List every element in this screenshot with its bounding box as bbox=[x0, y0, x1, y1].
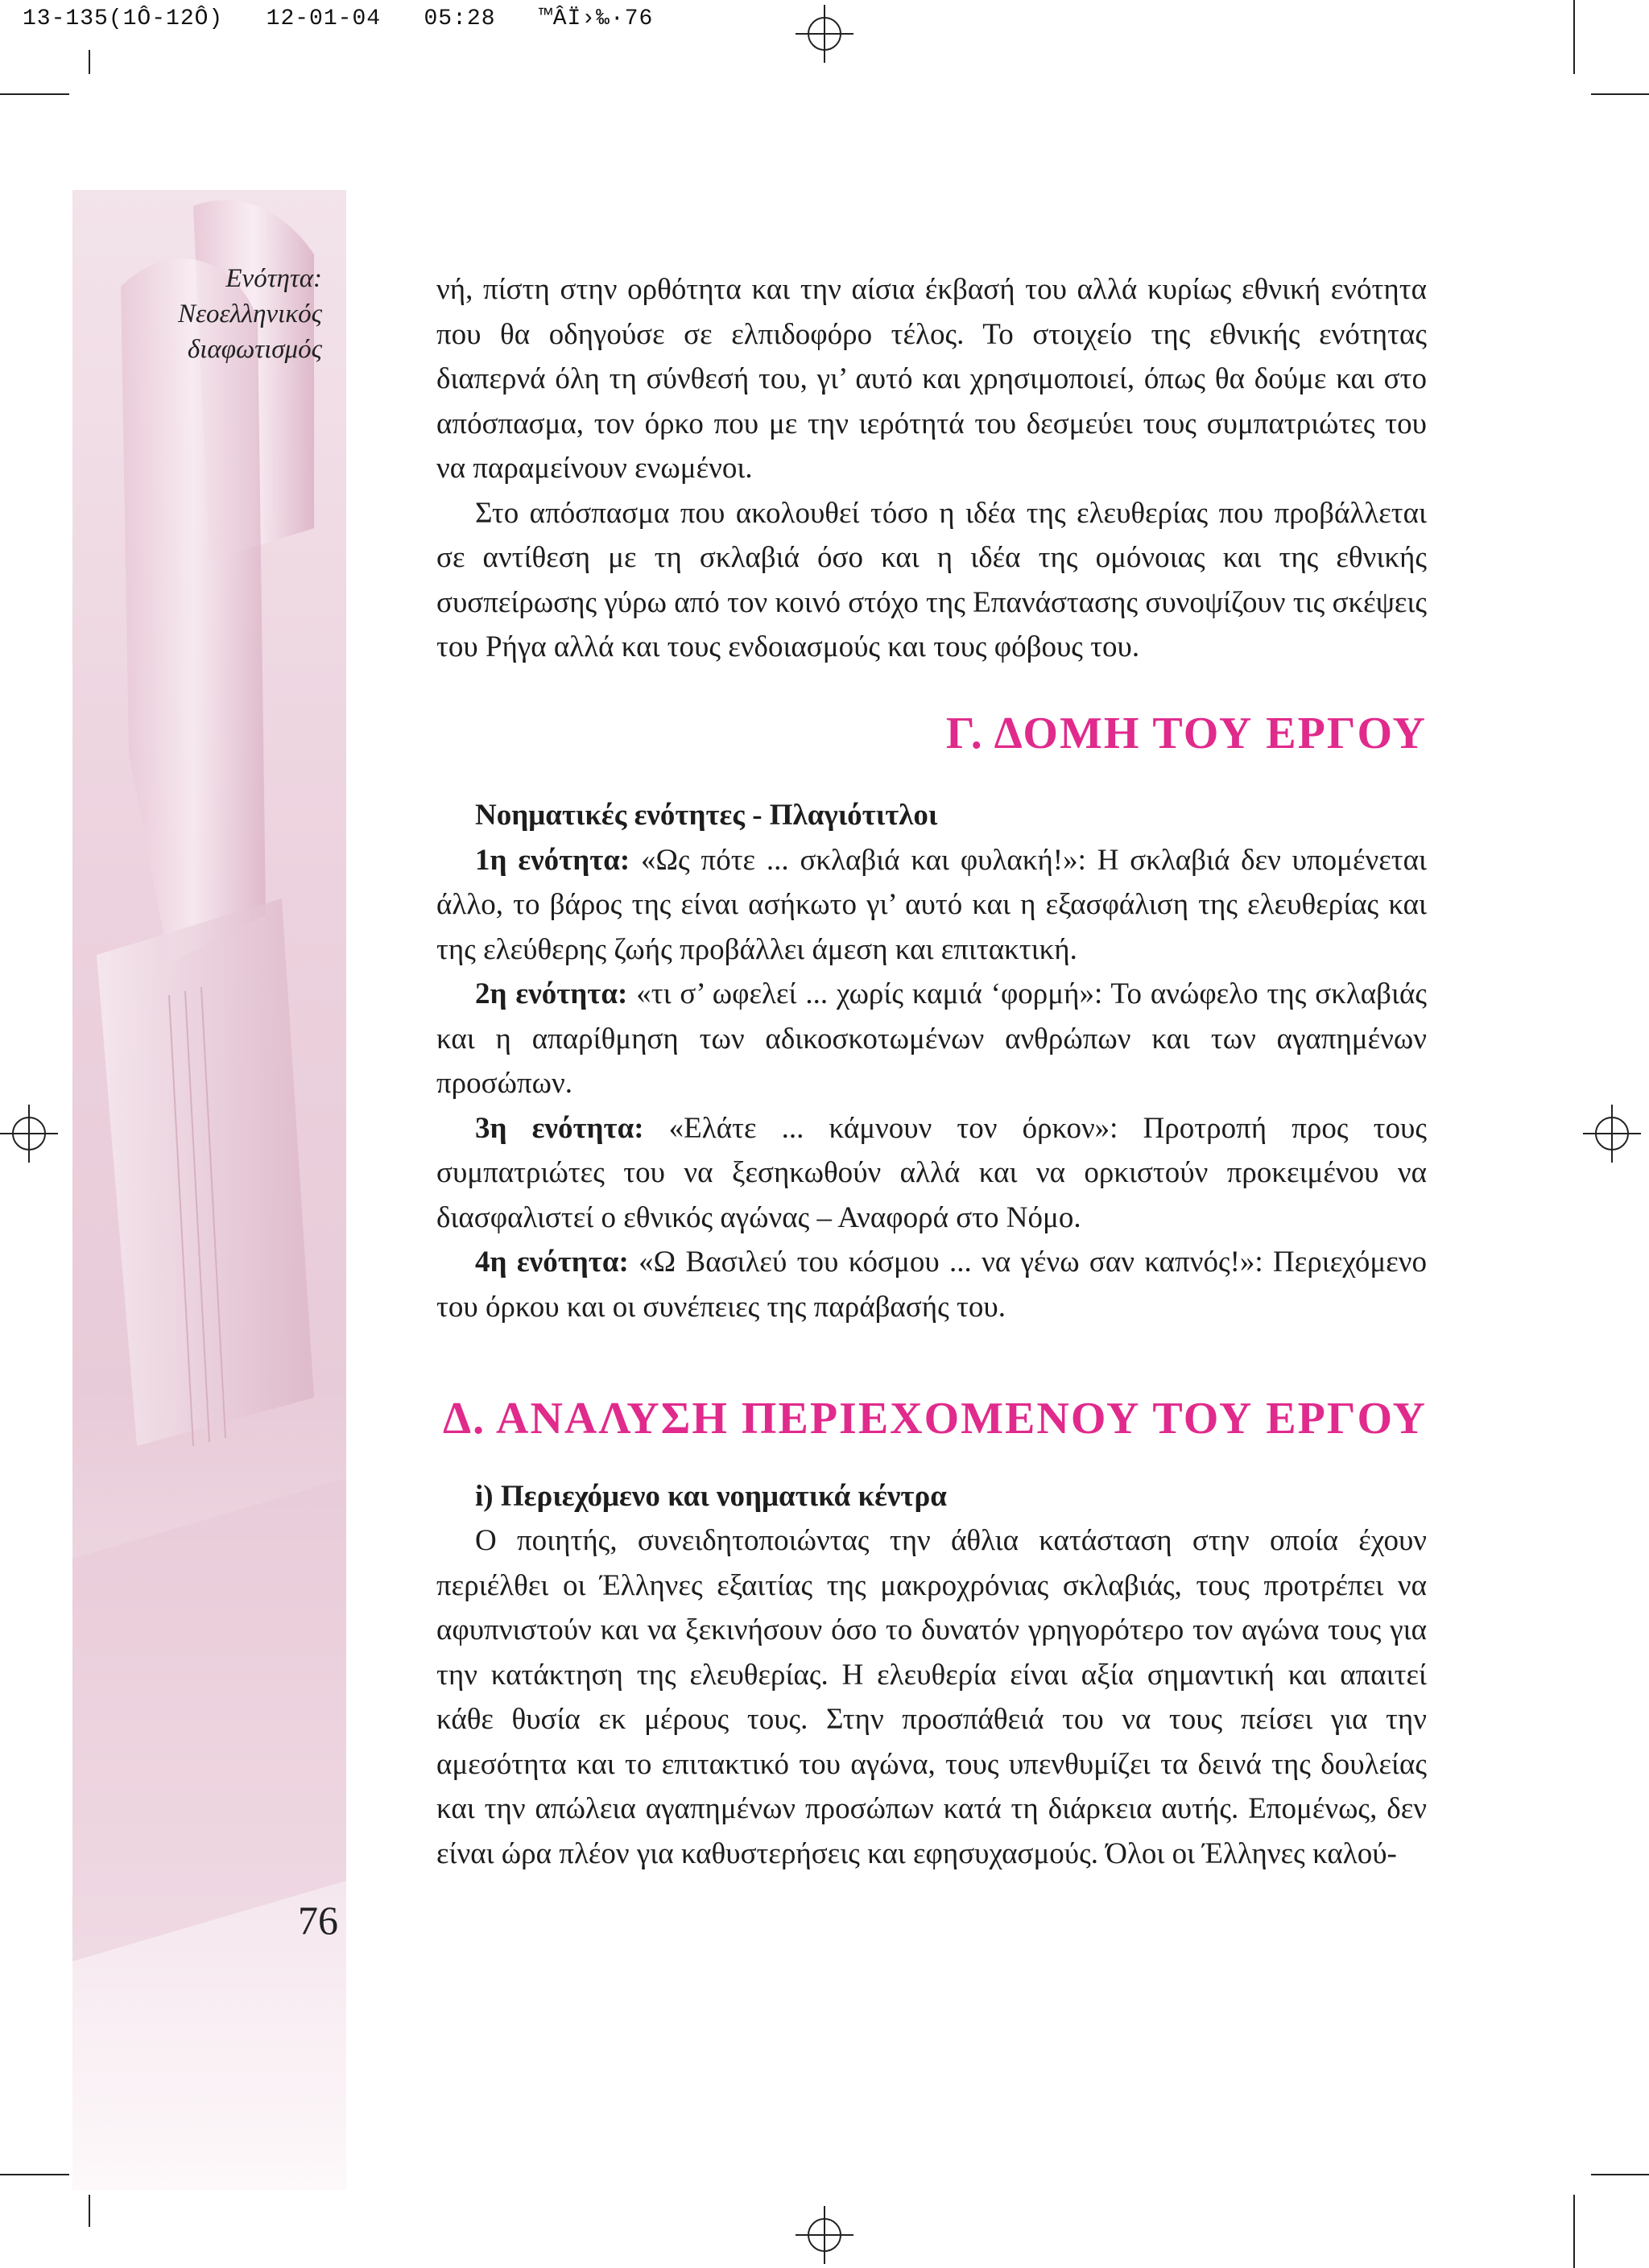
section-label-line: Νεοελληνικός bbox=[177, 300, 322, 328]
crop-mark-top-left-vertical bbox=[89, 50, 90, 74]
main-text bbox=[436, 267, 1427, 1876]
crop-mark-bottom-right-vertical bbox=[1573, 2195, 1575, 2268]
crop-mark-bottom-right bbox=[1591, 2174, 1649, 2175]
unit-paragraph bbox=[436, 838, 1427, 973]
section-heading-structure: Γ. ΔΟΜΗ ΤΟΥ ΕΡΓΟΥ bbox=[945, 708, 1427, 758]
printer-slug: 13-135(1Ô-12Ô) 12-01-04 05:28 ™ÂÏ›‰·76 bbox=[23, 6, 654, 31]
crop-mark-top-left bbox=[0, 93, 69, 95]
section-heading-content-analysis: Δ. ΑΝΑΛΥΣΗ ΠΕΡΙΕΧΟΜΕΝΟΥ ΤΟΥ ΕΡΓΟΥ bbox=[442, 1394, 1427, 1444]
unit-text: «τι σ’ ωφελεί ... χωρίς καμιά ‘φορμή»: Το ανώφελο της σκλαβιάς και η απαρίθμηση των αδικοσκοτωμένων ανθρώπων και των αγαπημένων προσώπων. bbox=[436, 977, 1428, 1100]
registration-mark-top-icon bbox=[796, 5, 853, 63]
unit-label: 3η ενότητα: bbox=[475, 1111, 644, 1145]
unit-label: 4η ενότητα: bbox=[475, 1246, 629, 1279]
section-label-line: διαφωτισμός bbox=[187, 335, 322, 364]
unit-paragraph bbox=[436, 1240, 1427, 1329]
unit-text: «Ως πότε ... σκλαβιά και φυλακή!»: Η σκλαβιά δεν υπομένεται άλλο, το βάρος της είναι ασήκωτο γι’ αυτό και η εξασφάλιση της ελευθερίας και της ελεύθερης ζωής προβάλλει άμεση και επιτακτική. bbox=[436, 843, 1427, 966]
unit-paragraph bbox=[436, 1106, 1427, 1241]
registration-mark-bottom-icon bbox=[796, 2206, 853, 2264]
decorative-sidebar-image bbox=[72, 190, 346, 2190]
unit-label: 2η ενότητα: bbox=[475, 977, 628, 1010]
crop-mark-bottom-left bbox=[0, 2174, 69, 2175]
crop-mark-top-right-vertical bbox=[1573, 0, 1575, 74]
pen-and-book-illustration-icon bbox=[72, 190, 346, 2190]
crop-mark-top-right bbox=[1591, 93, 1649, 95]
registration-mark-left-icon bbox=[0, 1105, 58, 1163]
intro-paragraph: Στο απόσπασμα που ακολουθεί τόσο η ιδέα της ελευθερίας που προβάλλεται σε αντίθεση με τη σκλαβιά όσο και η ιδέα της ομόνοιας και της εθνικής συσπείρωσης γύρω από τον κοινό στόχο της Επανάστασης συνοψίζουν τις σκέψεις του Ρήγα αλλά και τους ενδοιασμούς και τους φόβους του. bbox=[436, 496, 1427, 663]
unit-label: 1η ενότητα: bbox=[475, 843, 630, 877]
section-label-line: Ενότητα: bbox=[225, 264, 322, 293]
registration-mark-right-icon bbox=[1583, 1105, 1641, 1163]
analysis-paragraph: Ο ποιητής, συνειδητοποιώντας την άθλια κατάσταση στην οποία έχουν περιέλθει οι Έλληνες εξαιτίας της μακροχρόνιας σκλαβιάς, τους προτρέπει να αφυπνιστούν και να ξεκινήσουν όσο το δυνατόν γρηγορότερο τον αγώνα τους για την κατάκτηση της ελευθερίας. Η ελευθερία είναι αξία σημαντική και απαιτεί κάθε θυσία εκ μέρους τους. Στην προσπάθειά του να τους πείσει για την αμεσότητα και το επιτακτικό του αγώνα, τους υπενθυμίζει τα δεινά της δουλείας και την απώλεια αγαπημένων προσώπων κατά τη διάρκεια αυτής. Επομένως, δεν είναι ώρα πλέον για καθυστερήσεις και εφησυχασμούς. Όλοι οι Έλληνες καλού- bbox=[436, 1524, 1427, 1870]
unit-text: «Ω Βασιλεύ του κόσμου ... να γένω σαν καπνός!»: Περιεχόμενο του όρκου και οι συνέπειες της παράβασής του. bbox=[436, 1246, 1427, 1324]
intro-paragraph: νή, πίστη στην ορθότητα και την αίσια έκβασή του αλλά κυρίως εθνική ενότητα που θα οδηγούσε σε ελπιδοφόρο τέλος. Το στοιχείο της εθνικής ενότητας διαπερνά όλη τη σύνθεσή του, γι’ αυτό και χρησιμοποιεί, όπως θα δούμε και στο απόσπασμα, τον όρκο που με την ιερότητά του δεσμεύει τους συμπατριώτες του να παραμείνουν ενωμένοι. bbox=[436, 273, 1427, 485]
crop-mark-bottom-left-vertical bbox=[89, 2195, 90, 2227]
unit-text: «Ελάτε ... κάμνουν τον όρκον»: Προτροπή προς τους συμπατριώτες του να ξεσηκωθούν αλλά και να ορκιστούν προκειμένου να διασφαλιστεί ο εθνικός αγώνας – Αναφορά στο Νόμο. bbox=[436, 1111, 1427, 1234]
subheading-thematic-units: Νοηματικές ενότητες - Πλαγιότιτλοι bbox=[475, 799, 938, 832]
page-number: 76 bbox=[298, 1898, 338, 1943]
unit-paragraph bbox=[436, 972, 1427, 1106]
subheading-content-centers: i) Περιεχόμενο και νοηματικά κέντρα bbox=[475, 1479, 947, 1513]
section-label bbox=[113, 261, 322, 367]
